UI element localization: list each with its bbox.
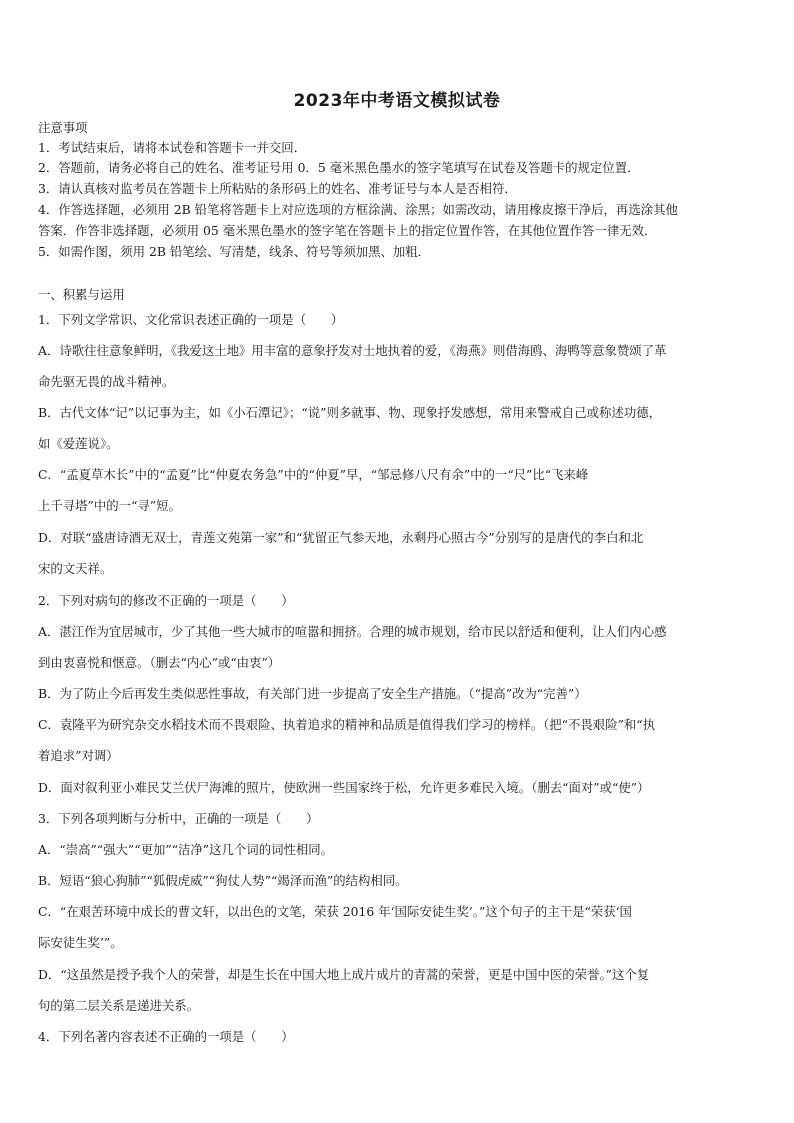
question-2-stem: 2．下列对病句的修改不正确的一项是（ ） xyxy=(38,593,294,608)
notice-item: 4．作答选择题，必须用 2B 铅笔将答题卡上对应选项的方框涂满、涂黑；如需改动，请用橡皮擦干净后，再选涂其他 xyxy=(38,202,678,217)
question-3-stem: 3．下列各项判断与分析中，正确的一项是（ ） xyxy=(38,811,319,826)
question-line: 如《爱莲说》。 xyxy=(38,436,119,451)
question-4-stem: 4．下列名著内容表述不正确的一项是（ ） xyxy=(38,1029,294,1044)
question-line: A．“崇高”“强大”“更加”“洁净”这几个词的词性相同。 xyxy=(38,842,334,857)
question-line: B．为了防止今后再发生类似恶性事故，有关部门进一步提高了安全生产措施。（“提高”改为“完善”） xyxy=(38,686,587,701)
question-line: A．诗歌往往意象鲜明，《我爱这土地》用丰富的意象抒发对土地执着的爱，《海燕》则借海鸥、海鸭等意象赞颂了革 xyxy=(38,343,667,358)
notice-item: 3．请认真核对监考员在答题卡上所粘贴的条形码上的姓名、准考证号与本人是否相符． xyxy=(38,181,517,196)
question-line: 上千寻塔”中的一“寻”短。 xyxy=(38,498,181,513)
question-line: B．古代文体“记”以记事为主，如《小石潭记》；“说”则多就事、物、现象抒发感想，常用来警戒自己或称述功德， xyxy=(38,405,661,420)
question-line: D．面对叙利亚小难民艾兰伏尸海滩的照片，使欧洲一些国家终于松，允许更多难民入境。（删去“面对”或“使”） xyxy=(38,780,650,795)
question-line: 际安徒生奖’”。 xyxy=(38,935,123,950)
question-line: 句的第二层关系是递进关系。 xyxy=(38,998,200,1013)
page-title: 2023年中考语文模拟试卷 xyxy=(293,91,501,111)
question-line: C．“在艰苦环境中成长的曹文轩，以出色的文笔，荣获 2016 年‘国际安徒生奖’。”这个句子的主干是“荣获‘国 xyxy=(38,904,632,919)
question-line: C．袁隆平为研究杂交水稻技术而不畏艰险、执着追求的精神和品质是值得我们学习的榜样。（把“不畏艰险”和“执 xyxy=(38,717,656,732)
notice-item: 5．如需作图，须用 2B 铅笔绘、写清楚，线条、符号等须加黑、加粗． xyxy=(38,244,431,259)
question-1-stem: 1．下列文学常识、文化常识表述正确的一项是（ ） xyxy=(38,312,344,327)
notice-item: 1．考试结束后，请将本试卷和答题卡一并交回． xyxy=(38,140,307,155)
notice-item: 2．答题前，请务必将自己的姓名、准考证号用 0．5 毫米黑色墨水的签字笔填写在试卷及答题卡的规定位置． xyxy=(38,160,640,175)
question-line: B．短语“狼心狗肺”“狐假虎威”“狗仗人势”“竭泽而渔”的结构相同。 xyxy=(38,873,408,888)
section-heading: 一、积累与运用 xyxy=(38,287,125,302)
question-line: 命先驱无畏的战斗精神。 xyxy=(38,374,175,389)
question-line: D．对联“盛唐诗酒无双士，青莲文苑第一家”和“犹留正气参天地，永剩丹心照古今”分别写的是唐代的李白和北 xyxy=(38,530,644,545)
notice-item: 答案．作答非选择题，必须用 05 毫米黑色墨水的签字笔在答题卡上的指定位置作答，在其他位置作答一律无效． xyxy=(38,223,657,238)
question-line: C．“孟夏草木长”中的“孟夏”比“仲夏农务急”中的“仲夏”早，“邹忌修八尺有余”中的一“尺”比“飞来峰 xyxy=(38,467,589,482)
notice-heading: 注意事项 xyxy=(38,120,88,135)
question-line: D．“这虽然是授予我个人的荣誉，却是生长在中国大地上成片成片的青蒿的荣誉，更是中国中医的荣誉。”这个复 xyxy=(38,967,650,982)
question-line: 到由衷喜悦和惬意。（删去“内心”或“由衷”） xyxy=(38,655,281,670)
question-line: 宋的文天祥。 xyxy=(38,561,113,576)
question-line: A．湛江作为宜居城市，少了其他一些大城市的喧嚣和拥挤。合理的城市规划，给市民以舒适和便利，让人们内心感 xyxy=(38,624,667,639)
question-line: 着追求”对调） xyxy=(38,748,119,763)
